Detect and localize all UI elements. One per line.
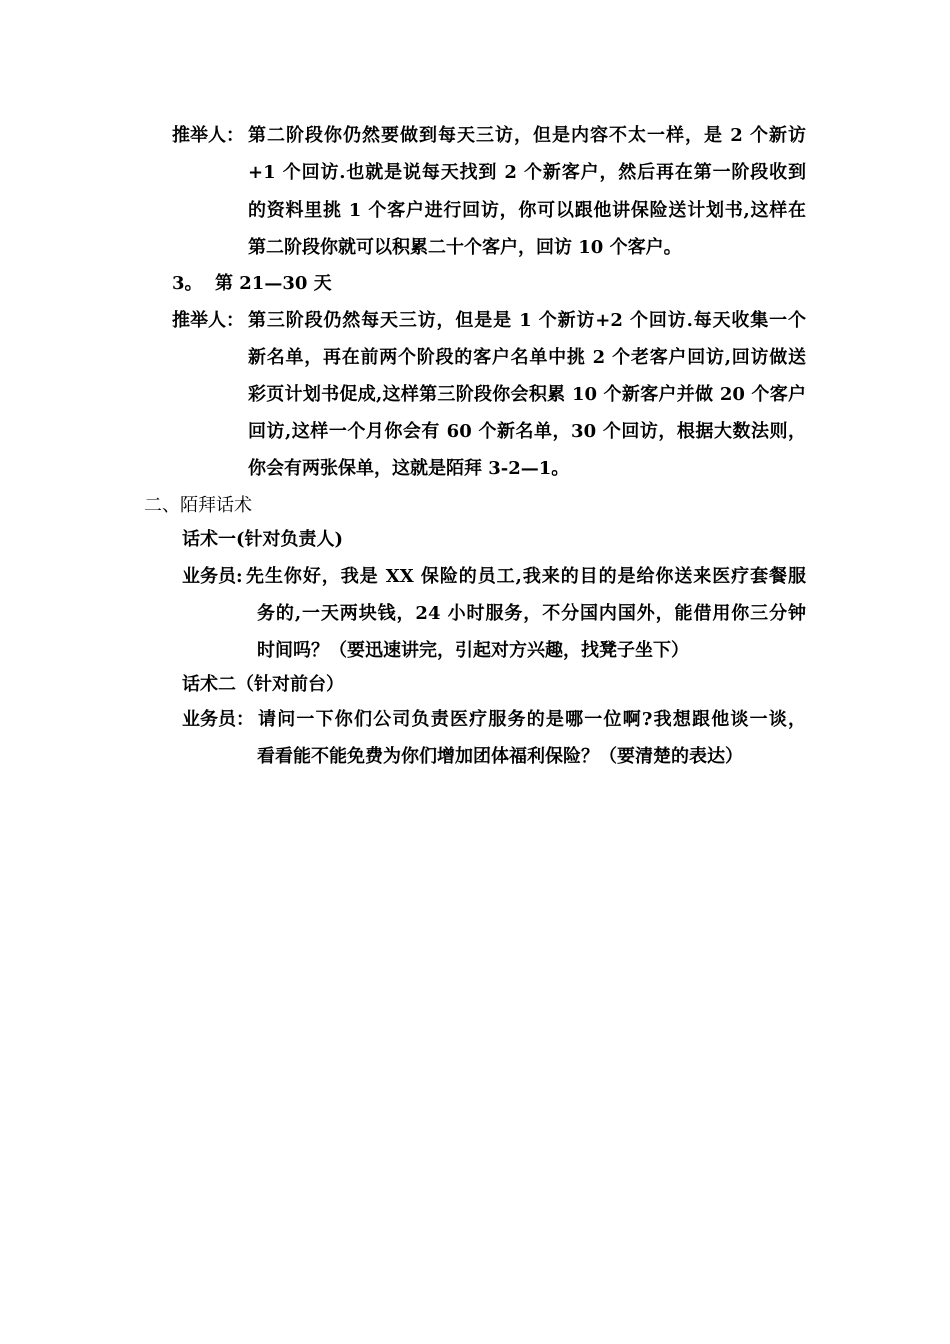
script2-line-2: 看看能不能免费为你们增加团体福利保险？（要清楚的表达）	[257, 746, 743, 767]
stage2-line-4: 第二阶段你就可以积累二十个客户，回访 10 个客户。	[248, 237, 682, 258]
stage3-speaker: 推举人：	[172, 310, 244, 331]
script2-line-1: 请问一下你们公司负责医疗服务的是哪一位啊?我想跟他谈一谈，	[258, 709, 806, 730]
stage3-line-3: 彩页计划书促成,这样第三阶段你会积累 10 个新客户并做 20 个客户	[248, 384, 806, 405]
script1-title: 话术一(针对负责人)	[182, 529, 344, 550]
script2-speaker: 业务员：	[182, 709, 254, 730]
stage2-line-3: 的资料里挑 1 个客户进行回访，你可以跟他讲保险送计划书,这样在	[248, 200, 806, 221]
stage3-line-5: 你会有两张保单，这就是陌拜 3-2—1。	[248, 458, 570, 479]
stage3-line-2: 新名单，再在前两个阶段的客户名单中挑 2 个老客户回访,回访做送	[248, 347, 806, 368]
stage3-title: 第 21—30 天	[215, 273, 332, 294]
stage2-line-2: +1 个回访.也就是说每天找到 2 个新客户，然后再在第一阶段收到	[248, 162, 806, 183]
stage2-speaker: 推举人：	[172, 125, 244, 146]
stage3-line-4: 回访,这样一个月你会有 60 个新名单，30 个回访，根据大数法则，	[248, 421, 806, 442]
script1-speaker: 业务员:	[182, 566, 243, 587]
script1-line-1: 先生你好，我是 XX 保险的员工,我来的目的是给你送来医疗套餐服	[246, 566, 806, 587]
script1-line-3: 时间吗？（要迅速讲完，引起对方兴趣，找凳子坐下）	[257, 640, 689, 661]
script2-title: 话术二（针对前台）	[182, 674, 344, 695]
stage2-line-1: 第二阶段你仍然要做到每天三访，但是内容不太一样，是 2 个新访	[248, 125, 806, 146]
stage3-line-1: 第三阶段仍然每天三访，但是是 1 个新访+2 个回访.每天收集一个	[248, 310, 806, 331]
section2-heading: 二、陌拜话术	[144, 495, 252, 516]
script1-line-2: 务的,一天两块钱，24 小时服务，不分国内国外，能借用你三分钟	[257, 603, 806, 624]
stage3-number: 3。	[172, 273, 203, 294]
